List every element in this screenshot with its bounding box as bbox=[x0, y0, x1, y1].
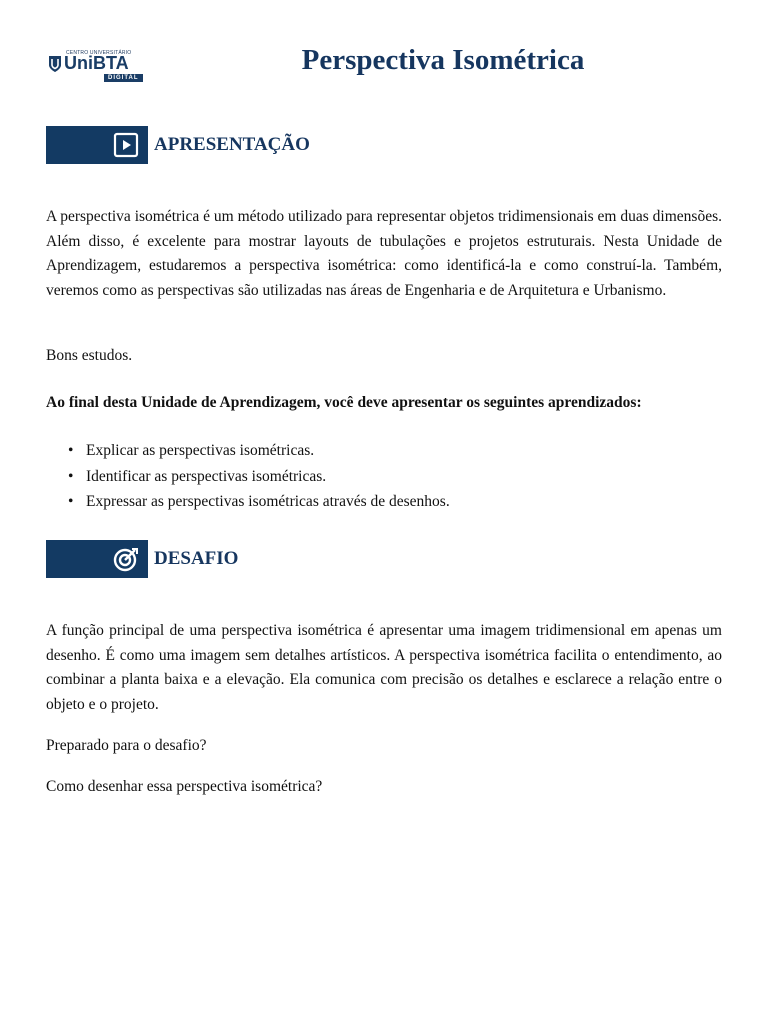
desafio-paragraph: A função principal de uma perspectiva isométrica é apresentar uma imagem tridimensional em apenas um desenho. É como uma imagem sem detalhes artísticos. A perspectiva isométrica facilita o entendimento, ao combinar a planta baixa e a elevação. Ela comunica com precisão os detalhes e esclarece a relação entre o objeto e o projeto. bbox=[46, 622, 722, 713]
desafio-question-2: Como desenhar essa perspectiva isométrica? bbox=[46, 778, 323, 795]
list-item bbox=[46, 464, 722, 490]
target-icon bbox=[112, 546, 140, 572]
list-item bbox=[46, 438, 722, 464]
list-item bbox=[46, 489, 722, 515]
section-title-desafio: DESAFIO bbox=[154, 548, 239, 569]
page-title: Perspectiva Isométrica bbox=[301, 44, 585, 76]
objective-text: Explicar as perspectivas isométricas. bbox=[86, 442, 315, 459]
section-bar bbox=[46, 126, 148, 164]
apresentacao-paragraph: A perspectiva isométrica é um método utilizado para representar objetos tridimensionais em duas dimensões. Além disso, é excelente para mostrar layouts de tubulações e projetos estruturais. Nesta Unidade de Aprendizagem, estudaremos a perspectiva isométrica: como identificá-la e como construí-la. Também, veremos como as perspectivas são utilizadas nas áreas de Engenharia e de Arquitetura e Urbanismo. bbox=[46, 208, 722, 299]
logo-uni: Uni bbox=[64, 53, 93, 73]
section-title-apresentacao: APRESENTAÇÃO bbox=[154, 134, 310, 155]
logo-digital: DIGITAL bbox=[104, 74, 143, 82]
desafio-question-1: Preparado para o desafio? bbox=[46, 737, 207, 754]
logo-tagline: CENTRO UNIVERSITÁRIO bbox=[66, 50, 132, 56]
section-header-apresentacao bbox=[46, 126, 446, 164]
bullet-icon: • bbox=[68, 467, 74, 485]
logo-wordmark bbox=[64, 53, 129, 73]
section-bar bbox=[46, 540, 148, 578]
play-icon bbox=[112, 132, 140, 158]
bullet-icon: • bbox=[68, 493, 74, 510]
logo-bta: BTA bbox=[93, 53, 129, 73]
objective-text: Expressar as perspectivas isométricas através de desenhos. bbox=[86, 493, 450, 510]
section-header-desafio bbox=[46, 540, 446, 578]
objectives-list bbox=[46, 438, 722, 515]
bullet-icon: • bbox=[68, 442, 74, 459]
objective-text: Identificar as perspectivas isométricas. bbox=[86, 467, 327, 485]
objectives-intro: Ao final desta Unidade de Aprendizagem, você deve apresentar os seguintes aprendizados: bbox=[46, 394, 642, 411]
shield-icon bbox=[48, 55, 62, 73]
unibta-logo bbox=[46, 50, 146, 86]
greeting-text: Bons estudos. bbox=[46, 347, 133, 364]
